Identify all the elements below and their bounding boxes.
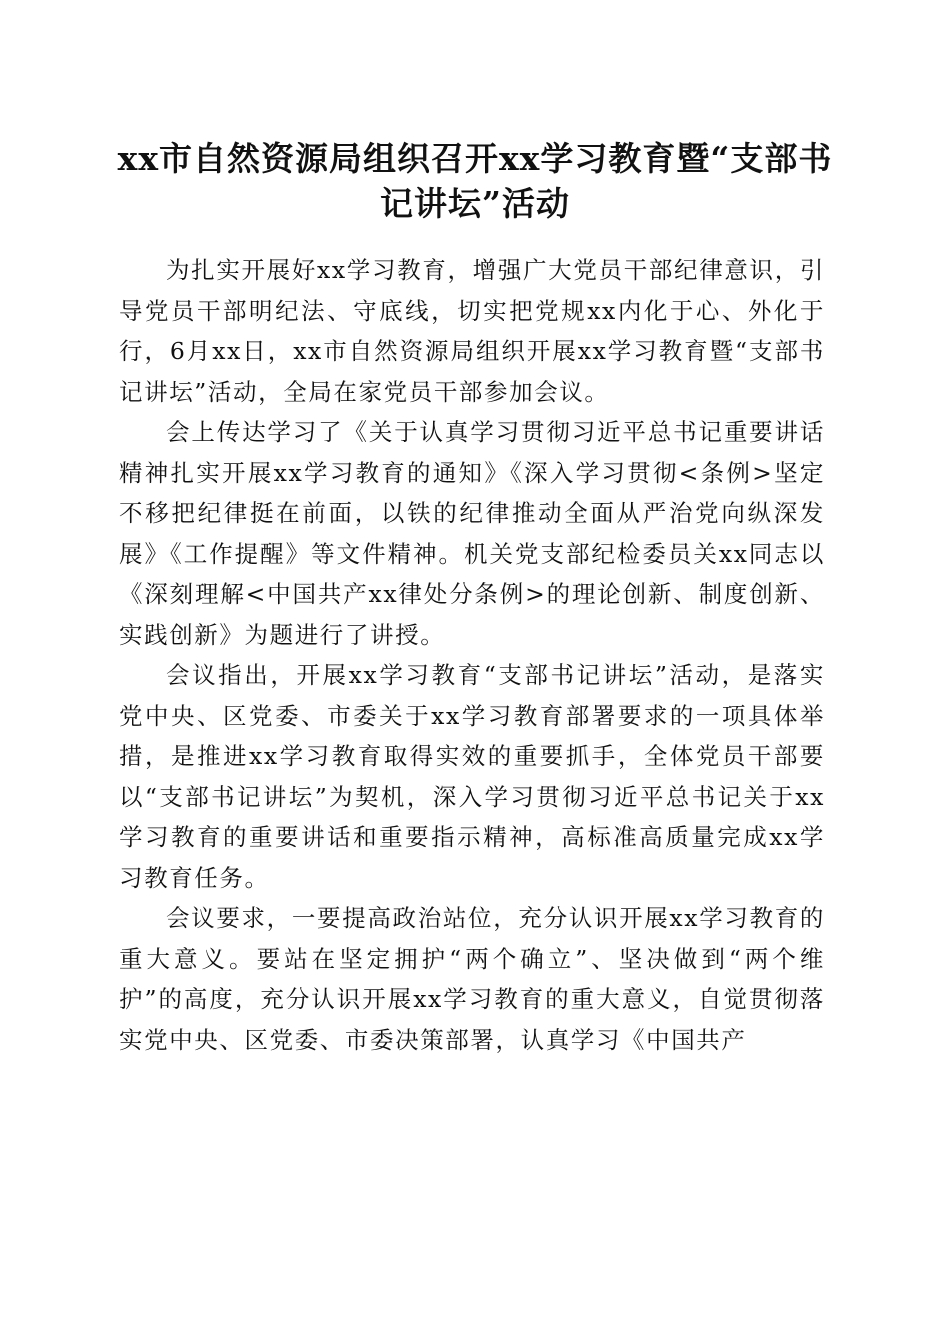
paragraph-1: 为扎实开展好xx学习教育，增强广大党员干部纪律意识，引导党员干部明纪法、守底线，切实把党规xx内化于心、外化于行，6月xx日，xx市自然资源局组织开展xx学习教育暨“支部书记讲坛”活动，全局在家党员干部参加会议。: [119, 256, 825, 406]
paragraph-3: 会议指出，开展xx学习教育“支部书记讲坛”活动，是落实党中央、区党委、市委关于xx学习教育部署要求的一项具体举措，是推进xx学习教育取得实效的重要抓手，全体党员干部要以“支部书记讲坛”为契机，深入学习贯彻习近平总书记关于xx学习教育的重要讲话和重要指示精神，高标准高质量完成xx学习教育任务。: [119, 661, 825, 892]
document-body: [119, 250, 825, 1060]
paragraph-2: 会上传达学习了《关于认真学习贯彻习近平总书记重要讲话精神扎实开展xx学习教育的通知》《深入学习贯彻<条例>坚定不移把纪律挺在前面，以铁的纪律推动全面从严治党向纵深发展》《工作提醒》等文件精神。机关党支部纪检委员关xx同志以《深刻理解<中国共产xx律处分条例>的理论创新、制度创新、实践创新》为题进行了讲授。: [119, 418, 825, 649]
paragraph-4: 会议要求，一要提高政治站位，充分认识开展xx学习教育的重大意义。要站在坚定拥护“两个确立”、坚决做到“两个维护”的高度，充分认识开展xx学习教育的重大意义，自觉贯彻落实党中央、区党委、市委决策部署，认真学习《中国共产: [119, 904, 825, 1054]
document-title: xx市自然资源局组织召开xx学习教育暨“支部书记讲坛”活动: [117, 139, 833, 223]
